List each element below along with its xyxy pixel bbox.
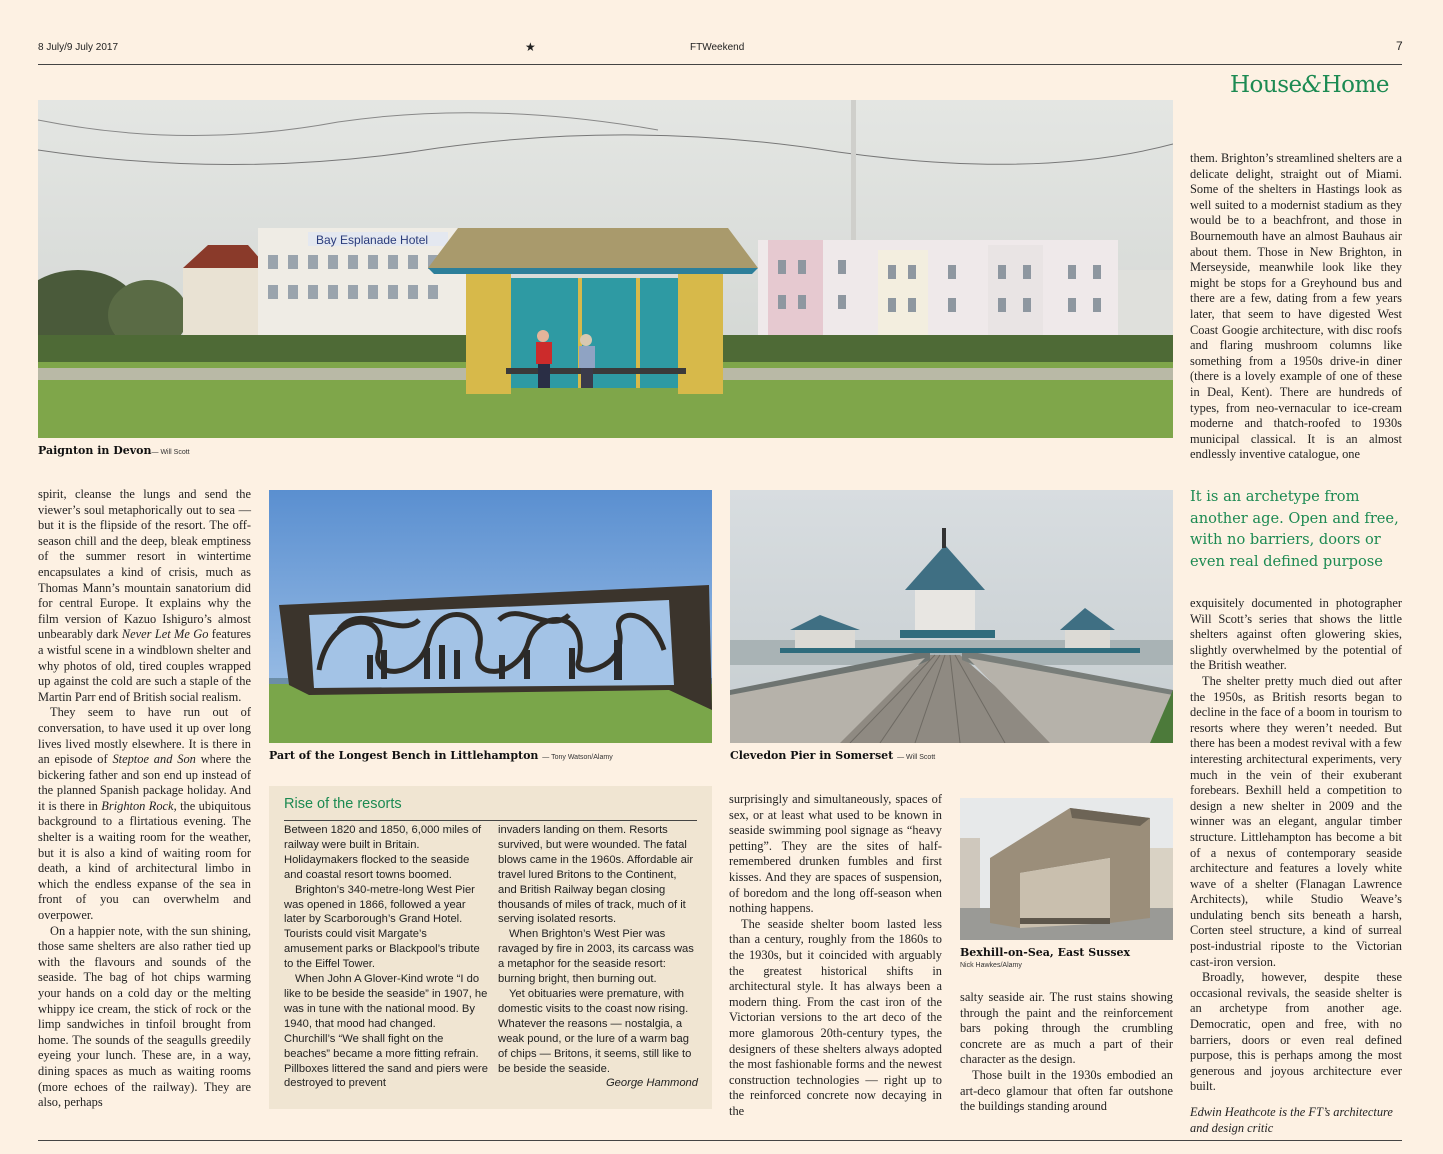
sidebar-column-2: [498, 823, 698, 1091]
right-paragraph-3: Broadly, however, despite these occasional revivals, the seaside shelter is an archetype from another age. Democratic, open and free, with no barriers, doors or even real defined purpose, this is perhaps among the most generous and joyous architecture ever built.: [1190, 970, 1402, 1094]
paignton-credit: — Will Scott: [151, 449, 190, 456]
left-paragraph-3: On a happier note, with the sun shining, those same shelters are also rather tied up with the flavours and sounds of the seaside. The bag of hot chips warming your hands on a cold day or the melting whippy ice cream, the stick of rock or the limp sandwiches in tinfoil brought from home. The sounds of the seagulls greedily eyeing your lunch. These are, in a way, dining spaces as much as waiting rooms (more echoes of the railway). They are also, perhaps: [38, 923, 251, 1110]
tv-title: Steptoe and Son: [112, 752, 196, 767]
page-number: 7: [1396, 39, 1403, 53]
bexhill-paragraph-1: salty seaside air. The rust stains showing through the paint and the reinforcement bars poking through the crumbling concrete are as much a part of their character as the design.: [960, 990, 1173, 1067]
paignton-caption: [38, 444, 190, 457]
issue-date: 8 July/9 July 2017: [38, 42, 119, 53]
section-title-house: House: [1230, 72, 1302, 98]
littlehampton-photo: [269, 490, 712, 743]
sidebar-paragraph-3: When John A Glover-Kind wrote “I do like to be beside the seaside” in 1907, he was in tune with the national mood. By 1940, that mood had changed. Churchill’s “We shall fight on the beaches” became a more fitting refrain. Pillboxes littered the sand and piers were destroyed to prevent: [284, 973, 488, 1090]
author-byline: Edwin Heathcote is the FT’s architecture and design critic: [1190, 1105, 1393, 1135]
clevedon-credit: — Will Scott: [897, 754, 936, 761]
body-column-bexhill: [960, 990, 1173, 1115]
section-title-amp: &: [1301, 72, 1322, 98]
sidebar-rule: [284, 820, 697, 821]
clevedon-caption-text: Clevedon Pier in Somerset: [730, 749, 894, 762]
middle-paragraph-2: The seaside shelter boom lasted less than a century, roughly from the 1860s to the 1930s, but it coincided with arguably the greatest historical shifts in architectural style. It has always been a modern thing. From the cast iron of the Victorian versions to the art deco of the more glamorous 20th-century types, the designers of these shelters always adopted the most fashionable forms and the newest construction technologies — right up to the reinforced concrete now decaying in the: [729, 916, 942, 1118]
section-title: [1230, 72, 1389, 98]
paignton-caption-text: Paignton in Devon: [38, 444, 152, 457]
bexhill-credit: Nick Hawkes/Alamy: [960, 962, 1022, 969]
body-column-left: [38, 487, 251, 1111]
clevedon-photo: [730, 490, 1173, 743]
bexhill-photo: [960, 798, 1173, 940]
left-paragraph-1: spirit, cleanse the lungs and send the viewer’s soul metaphorically out to sea — but it is the flipside of the resort. The off-season chill and the deep, bleak emptiness of the summer resort in wintertime encapsulates a kind of crisis, much as Thomas Mann’s mountain sanatorium did for central Europe. It explains why the film version of Kazuo Ishiguro’s almost unbearably dark Never Let Me Go features a wistful scene in a windblown shelter and why photos of old, tired couples wrapped up against the cold are such a staple of the Martin Parr end of British social realism.: [38, 487, 251, 704]
sidebar-paragraph-4: invaders landing on them. Resorts survived, but were wounded. The fatal blows came in the 1960s. Affordable air travel lured Britons to the Continent, and British Railway began closing thousands of miles of track, much of it serving isolated resorts.: [498, 824, 694, 926]
body-column-right-top: them. Brighton’s streamlined shelters are a delicate delight, straight out of Miami. Some of the shelters in Hastings look as well suited to a modernist stadium as they would be to a beachfront, and those in Bournemouth have an almost Bauhaus air about them. Those in New Brighton, in Merseyside, meanwhile look like they might be stops for a Greyhound bus and there are a few, dating from a few years later, that seem to have digested West Coast Googie architecture, with disc roofs and flaring mushroom columns like something from a 1950s drive-in diner (there is a lovely example of one of these in Deal, Kent). There are hundreds of types, from neo-vernacular to ice-cream moderne and thatch-roofed to 1930s municipal classical. It is an almost endlessly inventive catalogue, one: [1190, 151, 1402, 462]
littlehampton-credit: — Tony Watson/Alamy: [542, 754, 613, 761]
body-column-right-bottom: [1190, 596, 1402, 1136]
left-paragraph-2: They seem to have run out of conversation, to have used it up over long lives lived mostly elsewhere. It is there in an episode of Steptoe and Son where the bickering father and son end up instead of the planned Spanish package holiday. And it is there in Brighton Rock, the ubiquitous background to a flirtatious evening. The shelter is a waiting room for the weather, but it is also a kind of waiting room for death, a kind of architectural limbo in which the endless expanse of the sea in front of you can overwhelm and overpower.: [38, 705, 251, 923]
bexhill-caption: Bexhill-on-Sea, East Sussex: [960, 946, 1131, 959]
sidebar-paragraph-2: Brighton’s 340-metre-long West Pier was opened in 1866, followed a year later by Scarborough’s Grand Hotel. Tourists could visit Margate’s amusement parks or Blackpool’s tribute to the Eiffel Tower.: [284, 883, 480, 971]
sidebar-paragraph-1: Between 1820 and 1850, 6,000 miles of railway were built in Britain. Holidaymakers flocked to the seaside and coastal resort towns boomed.: [284, 824, 482, 881]
middle-paragraph-1: surprisingly and simultaneously, spaces of sex, or at least what used to be known in seaside swimming pool signage as “heavy petting”. They are the sites of half-remembered drunken fumbles and first kisses. And they are spaces of suspension, of boredom and the long off-season when nothing happens.: [729, 792, 942, 916]
littlehampton-caption: [269, 749, 613, 762]
sidebar-column-1: [284, 823, 488, 1091]
sidebar-title: Rise of the resorts: [284, 796, 402, 812]
pull-quote: It is an archetype from another age. Open and free, with no barriers, doors or even real defined purpose: [1190, 488, 1399, 570]
sidebar-author: George Hammond: [605, 1077, 698, 1090]
right-paragraph-1: exquisitely documented in photographer Will Scott’s series that shows the little shelters against often glowering skies, slightly overwhelmed by the potential of the British weather.: [1190, 596, 1402, 673]
section-title-home: Home: [1321, 72, 1389, 98]
bexhill-paragraph-2: Those built in the 1930s embodied an art-deco glamour that often far outshone the buildings standing around: [960, 1067, 1173, 1114]
hotel-sign: Bay Esplanade Hotel: [316, 233, 429, 247]
paignton-photo: [38, 100, 1173, 438]
header-rule: [38, 64, 1402, 65]
littlehampton-caption-text: Part of the Longest Bench in Littlehampton: [269, 749, 539, 762]
body-column-middle: [729, 792, 942, 1119]
right-paragraph-2: The shelter pretty much died out after the 1950s, as British resorts began to decline in the face of a boom in tourism to resorts where they weren’t needed. But there has been a modest revival with a few interesting architectural experiments, very much in the vein of their exuberant forebears. Bexhill held a competition to design a new shelter in 2009 and the winner was an elegant, angular timber structure. Littlehampton has become a bit of a nexus of contemporary seaside architecture and features a lovely white wave of a shelter (Flanagan Lawrence Architects), while Studio Weave’s undulating bench sits beneath a harsh, Corten steel structure, a kind of surreal post-industrial riposte to the Victorian cast-iron version.: [1190, 673, 1402, 969]
star-icon: ★: [525, 40, 536, 54]
sidebar-paragraph-6: Yet obituaries were premature, with domestic visits to the coast now rising. Whatever the reasons — nostalgia, a weak pound, or the lure of a warm bag of chips — Britons, it seems, still like to be beside the seaside.: [498, 987, 692, 1075]
publication-name: FTWeekend: [690, 42, 745, 53]
novel-title: Brighton Rock: [101, 798, 174, 813]
film-title: Never Let Me Go: [121, 627, 209, 642]
sidebar-paragraph-5: When Brighton’s West Pier was ravaged by fire in 2003, its carcass was a metaphor for the seaside resort: burning bright, then burning out.: [498, 928, 694, 986]
clevedon-caption: [730, 749, 935, 762]
footer-rule: [38, 1140, 1402, 1141]
